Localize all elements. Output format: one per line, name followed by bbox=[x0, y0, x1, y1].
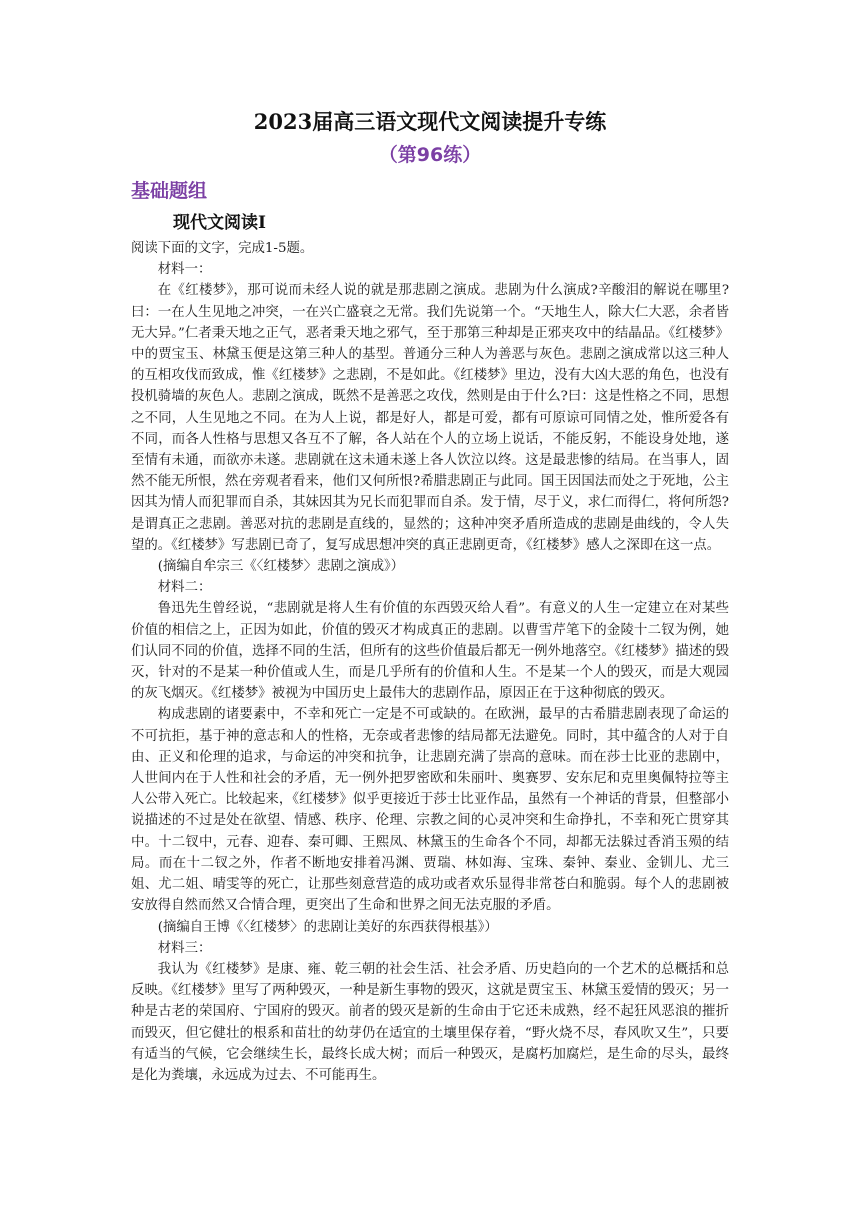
material-3-paragraph: 我认为《红楼梦》是康、雍、乾三朝的社会生活、社会矛盾、历史趋向的一个艺术的总概括和总反映。《红楼梦》里写了两种毁灭，一种是新生事物的毁灭，这就是贾宝玉、林黛玉爱情的毁灭；另一种是古老的荣国府、宁国府的毁灭。前者的毁灭是新的生命由于它还未成熟，经不起狂风恶浪的摧折而毁灭，但它健壮的根系和苗壮的幼芽仍在适宜的土壤里保存着，“野火烧不尽，春风吹又生”，只要有适当的气候，它会继续生长，最终长成大树；而后一种毁灭，是腐朽加腐烂，是生命的尽头，最终是化为粪壤，永远成为过去、不可能再生。 bbox=[131, 961, 729, 1083]
material-2-label: 材料二： bbox=[157, 580, 212, 596]
document-subtitle: （第96练） bbox=[378, 144, 482, 166]
material-2-source: (摘编自王博《〈红楼梦〉的悲剧让美好的东西获得根基》） bbox=[157, 919, 498, 935]
document-body bbox=[131, 238, 729, 1086]
subsection-heading: 现代文阅读Ⅰ bbox=[173, 213, 266, 233]
document-title: 2023届高三语文现代文阅读提升专练 bbox=[253, 109, 607, 134]
material-2-paragraph-1: 鲁迅先生曾经说，“悲剧就是将人生有价值的东西毁灭给人看”。有意义的人生一定建立在对某些价值的相信之上，正因为如此，价值的毁灭才构成真正的悲剧。以曹雪芹笔下的金陵十二钗为例，她们认同不同的价值，选择不同的生活，但所有的这些价值最后都无一例外地落空。《红楼梦》描述的毁灭，针对的不是某一种价值或人生，而是几乎所有的价值和人生。不是某一个人的毁灭，而是大观园的灰飞烟灭。《红楼梦》被视为中国历史上最伟大的悲剧作品，原因正在于这种彻底的毁灭。 bbox=[131, 601, 729, 702]
instruction-text: 阅读下面的文字，完成1-5题。 bbox=[131, 241, 314, 256]
material-2-paragraph-2: 构成悲剧的诸要素中，不幸和死亡一定是不可或缺的。在欧洲，最早的古希腊悲剧表现了命运的不可抗拒，基于神的意志和人的性格，无奈或者悲惨的结局都无法避免。同时，其中蕴含的人对于自由、正义和伦理的追求，与命运的冲突和抗争，让悲剧充满了崇高的意味。而在莎士比亚的悲剧中，人世间内在于人性和社会的矛盾，无一例外把罗密欧和朱丽叶、奥赛罗、安东尼和克里奥佩特拉等主人公带入死亡。比较起来，《红楼梦》似乎更接近于莎士比亚作品，虽然有一个神话的背景，但整部小说描述的不过是处在欲望、情感、秩序、伦理、宗教之间的心灵冲突和生命挣扎，不幸和死亡贯穿其中。十二钗中，元春、迎春、秦可卿、王熙凤、林黛玉的生命各个不同，却都无法躲过香消玉殒的结局。而在十二钗之外，作者不断地安排着冯渊、贾瑞、林如海、宝珠、秦钟、秦业、金钏儿、尤三姐、尤二姐、晴雯等的死亡，让那些刻意营造的成功或者欢乐显得非常苍白和脆弱。每个人的悲剧被安放得自然而然又合情合理，更突出了生命和世界之间无法克服的矛盾。 bbox=[131, 707, 729, 914]
material-1-source: (摘编自牟宗三《〈红楼梦〉悲剧之演成》） bbox=[157, 559, 405, 575]
section-heading: 基础题组 bbox=[131, 180, 208, 202]
material-1-paragraph: 在《红楼梦》，那可说而未经人说的就是那悲剧之演成。悲剧为什么演成?辛酸泪的解说在哪里?曰：一在人生见地之冲突，一在兴亡盛衰之无常。我们先说第一个。“天地生人，除大仁大恶，余者皆无大异。”仁者秉天地之正气，恶者秉天地之邪气，至于那第三种却是正邪夹攻中的结晶品。《红楼梦》中的贾宝玉、林黛玉便是这第三种人的基型。普通分三种人为善恶与灰色。悲剧之演成常以这三种人的互相攻伐而致成，惟《红楼梦》之悲剧，不是如此。《红楼梦》里边，没有大凶大恶的角色，也没有投机骑墙的灰色人。悲剧之演成，既然不是善恶之攻伐，然则是由于什么?曰：这是性格之不同，思想之不同，人生见地之不同。在为人上说，都是好人，都是可爱，都有可原谅可同情之处，惟所爱各有不同，而各人性格与思想又各互不了解，各人站在个人的立场上说话，不能反躬，不能设身处地，遂至情有未通，而欲亦未遂。悲剧就在这未通未遂上各人饮泣以终。这是最悲惨的结局。在当事人，固然不能无所恨，然在旁观者看来，他们又何所恨?希腊悲剧正与此同。国王因国法而处之于死地，公主因其为情人而犯罪而自杀，其妹因其为兄长而犯罪而自杀。发于情，尽于义，求仁而得仁，将何所怨?是谓真正之悲剧。善恶对抗的悲剧是直线的，显然的；这种冲突矛盾所造成的悲剧是曲线的，令人失望的。《红楼梦》写悲剧已奇了，复写成思想冲突的真正悲剧更奇，《红楼梦》感人之深即在这一点。 bbox=[131, 283, 729, 553]
material-3-label: 材料三： bbox=[157, 940, 212, 956]
material-1-label: 材料一： bbox=[157, 262, 212, 278]
